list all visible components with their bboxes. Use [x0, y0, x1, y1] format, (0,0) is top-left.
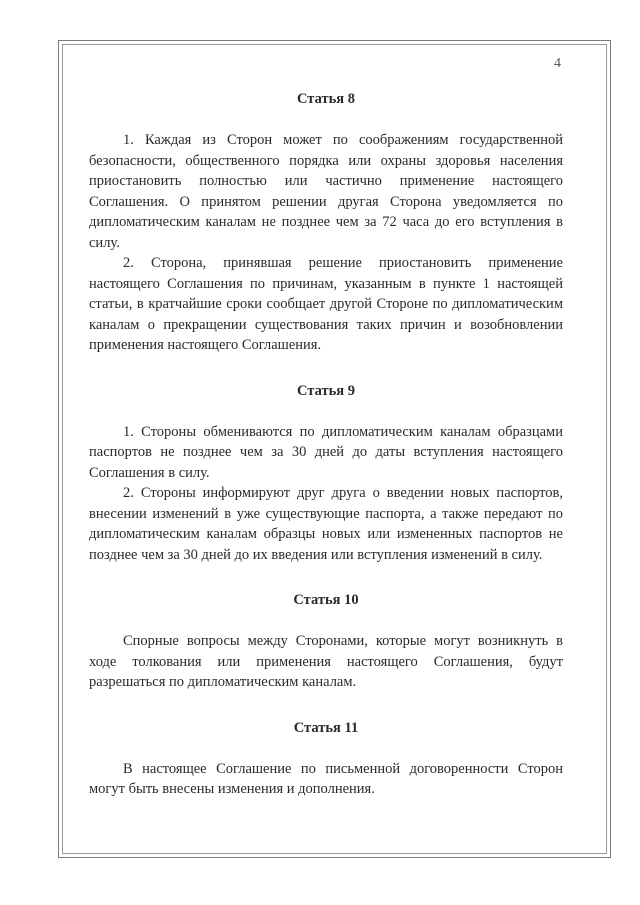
article-8 — [89, 90, 563, 356]
article-title: Статья 8 — [297, 91, 355, 107]
article-title: Статья 10 — [293, 592, 359, 608]
article-title: Статья 11 — [293, 719, 359, 736]
document-body — [89, 90, 563, 800]
article-paragraph: 2. Стороны информируют друг друга о введении новых паспортов, внесении изменений в уже существующие паспорта, а также передают по дипломатическим каналам образцы новых или измененных паспортов не позднее чем за 30 дней до их введения или вступления изменений в силу. — [89, 485, 563, 563]
page-number: 4 — [554, 56, 561, 71]
article-paragraph: 1. Стороны обмениваются по дипломатическим каналам образцами паспортов не позднее чем за 30 дней до даты вступления настоящего Соглашения в силу. — [89, 423, 563, 481]
article-paragraph: 1. Каждая из Сторон может по соображениям государственной безопасности, общественного порядка или охраны здоровья населения приостановить полностью или частично применение настоящего Соглашения. О принятом решении другая Сторона уведомляется по дипломатическим каналам не позднее чем за 72 часа до его вступления в силу. — [89, 132, 563, 251]
article-paragraph: 2. Сторона, принявшая решение приостановить применение настоящего Соглашения по причинам, указанным в пункте 1 настоящей статьи, в кратчайшие сроки сообщает другой Стороне по дипломатическим каналам о прекращении существования таких причин и возобновлении применения настоящего Соглашения. — [89, 255, 563, 353]
article-title: Статья 9 — [297, 382, 355, 399]
article-9 — [89, 382, 563, 566]
article-paragraph: В настоящее Соглашение по письменной договоренности Сторон могут быть внесены изменения и дополнения. — [89, 760, 563, 797]
article-paragraph: Спорные вопросы между Сторонами, которые могут возникнуть в ходе толкования или применения настоящего Соглашения, будут разрешаться по дипломатическим каналам. — [89, 633, 563, 690]
article-10 — [89, 591, 563, 693]
article-11 — [89, 719, 563, 800]
